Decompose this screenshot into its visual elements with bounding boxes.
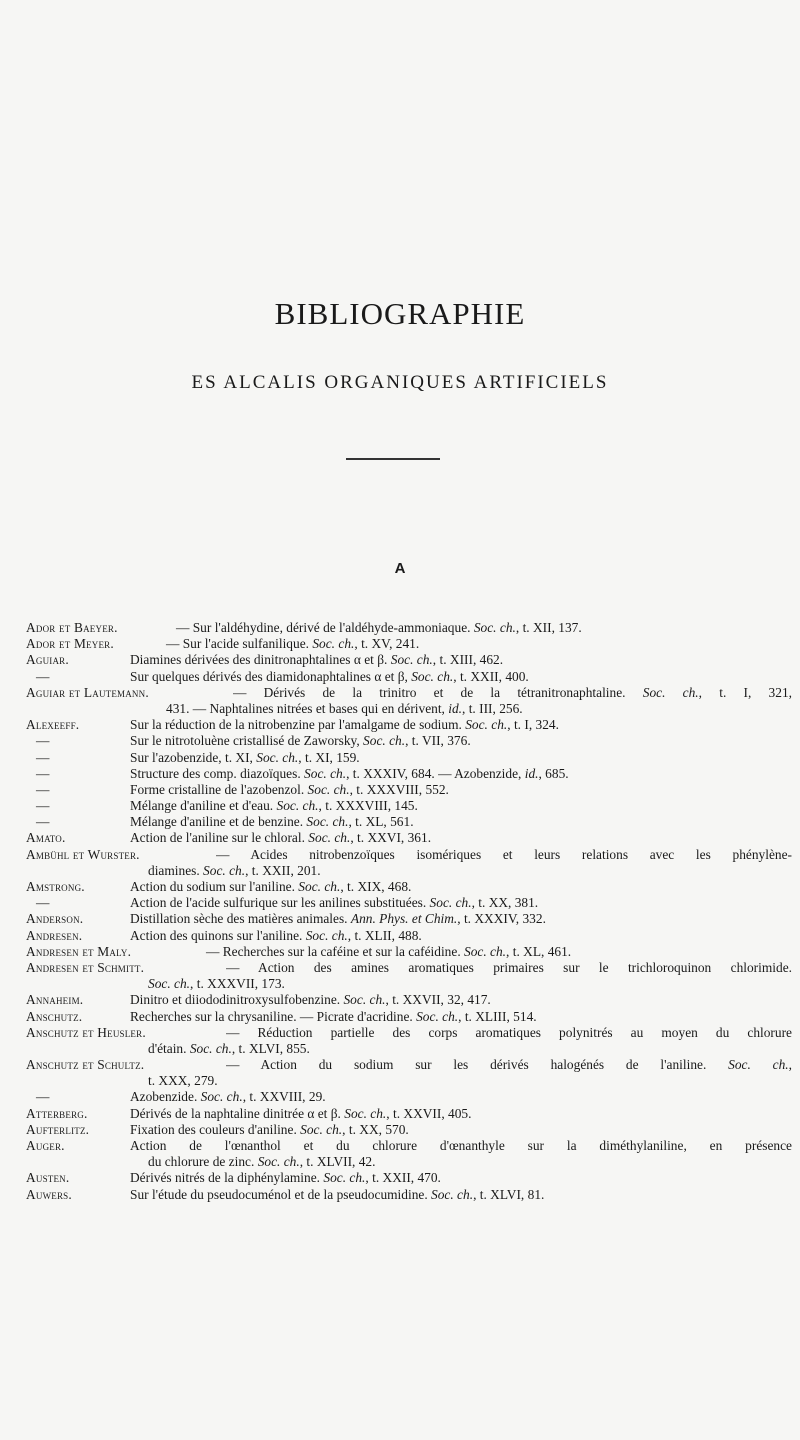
- entry-author: Austen.: [26, 1170, 70, 1186]
- bibliography-entry: [26, 717, 792, 733]
- bibliography-entry: [26, 1073, 792, 1089]
- entry-text: Diamines dérivées des dinitronaphtalines α et β. Soc. ch., t. XIII, 462.: [130, 652, 504, 668]
- ditto-dash: —: [36, 781, 50, 797]
- entry-text: Action du sodium sur l'aniline. Soc. ch., t. XIX, 468.: [130, 879, 412, 894]
- bibliography-entry: [26, 863, 792, 879]
- bibliography-entry: [26, 928, 792, 944]
- entry-text: Sur l'azobenzide, t. XI, Soc. ch., t. XI, 159.: [130, 749, 360, 765]
- bibliography-entry: [26, 847, 792, 863]
- entry-text: diamines. Soc. ch., t. XXII, 201.: [148, 862, 321, 878]
- entry-text: Sur quelques dérivés des diamidonaphtalines α et β, Soc. ch., t. XXII, 400.: [130, 668, 529, 684]
- bibliography-entry: [26, 1057, 792, 1073]
- bibliography-entry: [26, 733, 792, 749]
- bibliography-entry: [26, 814, 792, 830]
- entry-author: Aguiar.: [26, 652, 69, 668]
- entry-text: Action de l'aniline sur le chloral. Soc. ch., t. XXVI, 361.: [130, 830, 432, 846]
- bibliography-entry: [26, 1122, 792, 1138]
- entry-text: d'étain. Soc. ch., t. XLVI, 855.: [148, 1040, 310, 1056]
- bibliography-entry: [26, 1041, 792, 1057]
- entry-author: Auwers.: [26, 1186, 72, 1202]
- entry-author: Aufterlitz.: [26, 1121, 90, 1137]
- entry-text: Fixation des couleurs d'aniline. Soc. ch., t. XX, 570.: [130, 1121, 409, 1137]
- entry-text: Forme cristalline de l'azobenzol. Soc. ch., t. XXXVIII, 552.: [130, 781, 449, 797]
- entry-text: — Réduction partielle des corps aromatiques polynitrés au moyen du chlorure: [226, 1024, 792, 1040]
- entry-author: Annaheim.: [26, 992, 84, 1008]
- entry-text: Dérivés de la naphtaline dinitrée α et β. Soc. ch., t. XXVII, 405.: [130, 1105, 472, 1121]
- entry-author: Anschutz et Heusler.: [26, 1024, 146, 1040]
- entry-author: Andresen.: [26, 927, 83, 943]
- entry-text: — Sur l'aldéhydine, dérivé de l'aldéhyde-ammoniaque. Soc. ch., t. XII, 137.: [176, 620, 582, 635]
- bibliography-entry: [26, 669, 792, 685]
- entry-text: — Action des amines aromatiques primaires sur le trichloroquinon chlorimide.: [226, 959, 792, 975]
- entry-text: Structure des comp. diazoïques. Soc. ch., t. XXXIV, 684. — Azobenzide, id., 685.: [130, 765, 569, 781]
- bibliography-entry: [26, 911, 792, 927]
- bibliography-entry: [26, 620, 792, 636]
- entry-text: Soc. ch., t. XXXVII, 173.: [148, 976, 285, 992]
- section-letter: A: [394, 560, 406, 577]
- bibliography-list: [26, 620, 792, 1203]
- entry-text: Mélange d'aniline et de benzine. Soc. ch., t. XL, 561.: [130, 814, 414, 830]
- entry-text: — Acides nitrobenzoïques isomériques et leurs relations avec les phénylène-: [216, 846, 792, 862]
- entry-text: du chlorure de zinc. Soc. ch., t. XLVII, 42.: [148, 1154, 376, 1170]
- entry-text: — Action du sodium sur les dérivés halogénés de l'aniline. Soc. ch.,: [226, 1057, 792, 1073]
- bibliography-entry: [26, 701, 792, 717]
- ditto-dash: —: [36, 668, 50, 684]
- bibliography-entry: [26, 750, 792, 766]
- bibliography-entry: [26, 830, 792, 846]
- bibliography-entry: [26, 976, 792, 992]
- entry-text: — Recherches sur la caféine et sur la caféidine. Soc. ch., t. XL, 461.: [206, 943, 572, 959]
- ditto-dash: —: [36, 814, 50, 830]
- bibliography-entry: [26, 636, 792, 652]
- entry-author: Anschutz et Schultz.: [26, 1057, 145, 1073]
- bibliography-entry: [26, 1025, 792, 1041]
- ditto-dash: —: [36, 733, 50, 749]
- title-divider: [346, 458, 440, 460]
- entry-text: Dinitro et diiododinitroxysulfobenzine. Soc. ch., t. XXVII, 32, 417.: [130, 992, 491, 1008]
- entry-author: Andresen et Schmitt.: [26, 959, 145, 975]
- bibliography-entry: [26, 1106, 792, 1122]
- bibliography-entry: [26, 944, 792, 960]
- entry-text: Dérivés nitrés de la diphénylamine. Soc. ch., t. XXII, 470.: [130, 1170, 441, 1186]
- entry-text: Distillation sèche des matières animales. Ann. Phys. et Chim., t. XXXIV, 332.: [130, 911, 546, 927]
- bibliography-entry: [26, 685, 792, 701]
- ditto-dash: —: [36, 895, 50, 911]
- ditto-dash: —: [36, 798, 50, 814]
- bibliography-entry: [26, 1009, 792, 1025]
- entry-text: Action de l'œnanthol et du chlorure d'œnanthyle sur la diméthylaniline, en présence: [130, 1138, 792, 1153]
- bibliography-entry: [26, 782, 792, 798]
- ditto-dash: —: [36, 749, 50, 765]
- entry-text: Sur la réduction de la nitrobenzine par l'amalgame de sodium. Soc. ch., t. I, 324.: [130, 717, 559, 733]
- bibliography-entry: [26, 960, 792, 976]
- entry-text: Azobenzide. Soc. ch., t. XXVIII, 29.: [130, 1089, 326, 1105]
- ditto-dash: —: [36, 1089, 50, 1105]
- bibliography-entry: [26, 1154, 792, 1170]
- entry-author: Amato.: [26, 830, 66, 846]
- bibliography-entry: [26, 1187, 792, 1203]
- entry-text: Sur le nitrotoluène cristallisé de Zaworsky, Soc. ch., t. VII, 376.: [130, 733, 471, 749]
- entry-author: Ador et Baeyer.: [26, 620, 118, 635]
- entry-author: Atterberg.: [26, 1105, 88, 1121]
- bibliography-entry: [26, 1089, 792, 1105]
- ditto-dash: —: [36, 765, 50, 781]
- entry-text: — Sur l'acide sulfanilique. Soc. ch., t. XV, 241.: [166, 636, 420, 652]
- entry-author: Ambühl et Wurster.: [26, 846, 140, 862]
- entry-author: Aguiar et Lautemann.: [26, 684, 149, 700]
- entry-text: Recherches sur la chrysaniline. — Picrate d'acridine. Soc. ch., t. XLIII, 514.: [130, 1008, 537, 1024]
- entry-author: Anderson.: [26, 911, 84, 927]
- entry-author: Anschutz.: [26, 1008, 83, 1024]
- entry-author: Andresen et Maly.: [26, 943, 132, 959]
- entry-text: Sur l'étude du pseudocuménol et de la pseudocumidine. Soc. ch., t. XLVI, 81.: [130, 1186, 545, 1202]
- bibliography-entry: [26, 992, 792, 1008]
- entry-text: Action de l'acide sulfurique sur les anilines substituées. Soc. ch., t. XX, 381.: [130, 895, 539, 911]
- entry-text: t. XXX, 279.: [148, 1073, 218, 1089]
- entry-author: Amstrong.: [26, 879, 85, 894]
- bibliography-entry: [26, 895, 792, 911]
- entry-author: Alexeeff.: [26, 717, 80, 733]
- entry-author: Auger.: [26, 1138, 65, 1153]
- bibliography-entry: [26, 1170, 792, 1186]
- entry-text: Action des quinons sur l'aniline. Soc. ch., t. XLII, 488.: [130, 927, 422, 943]
- entry-text: — Dérivés de la trinitro et de la tétranitronaphtaline. Soc. ch., t. I, 321,: [233, 684, 792, 700]
- entry-text: Mélange d'aniline et d'eau. Soc. ch., t. XXXVIII, 145.: [130, 798, 418, 814]
- entry-text: 431. — Naphtalines nitrées et bases qui en dérivent, id., t. III, 256.: [166, 700, 523, 716]
- entry-author: Ador et Meyer.: [26, 636, 114, 652]
- bibliography-entry: [26, 879, 792, 895]
- bibliography-entry: [26, 798, 792, 814]
- bibliography-entry: [26, 1138, 792, 1154]
- bibliography-entry: [26, 652, 792, 668]
- bibliography-entry: [26, 766, 792, 782]
- page-title: BIBLIOGRAPHIE: [274, 296, 526, 331]
- page-subtitle: ES ALCALIS ORGANIQUES ARTIFICIELS: [191, 372, 609, 393]
